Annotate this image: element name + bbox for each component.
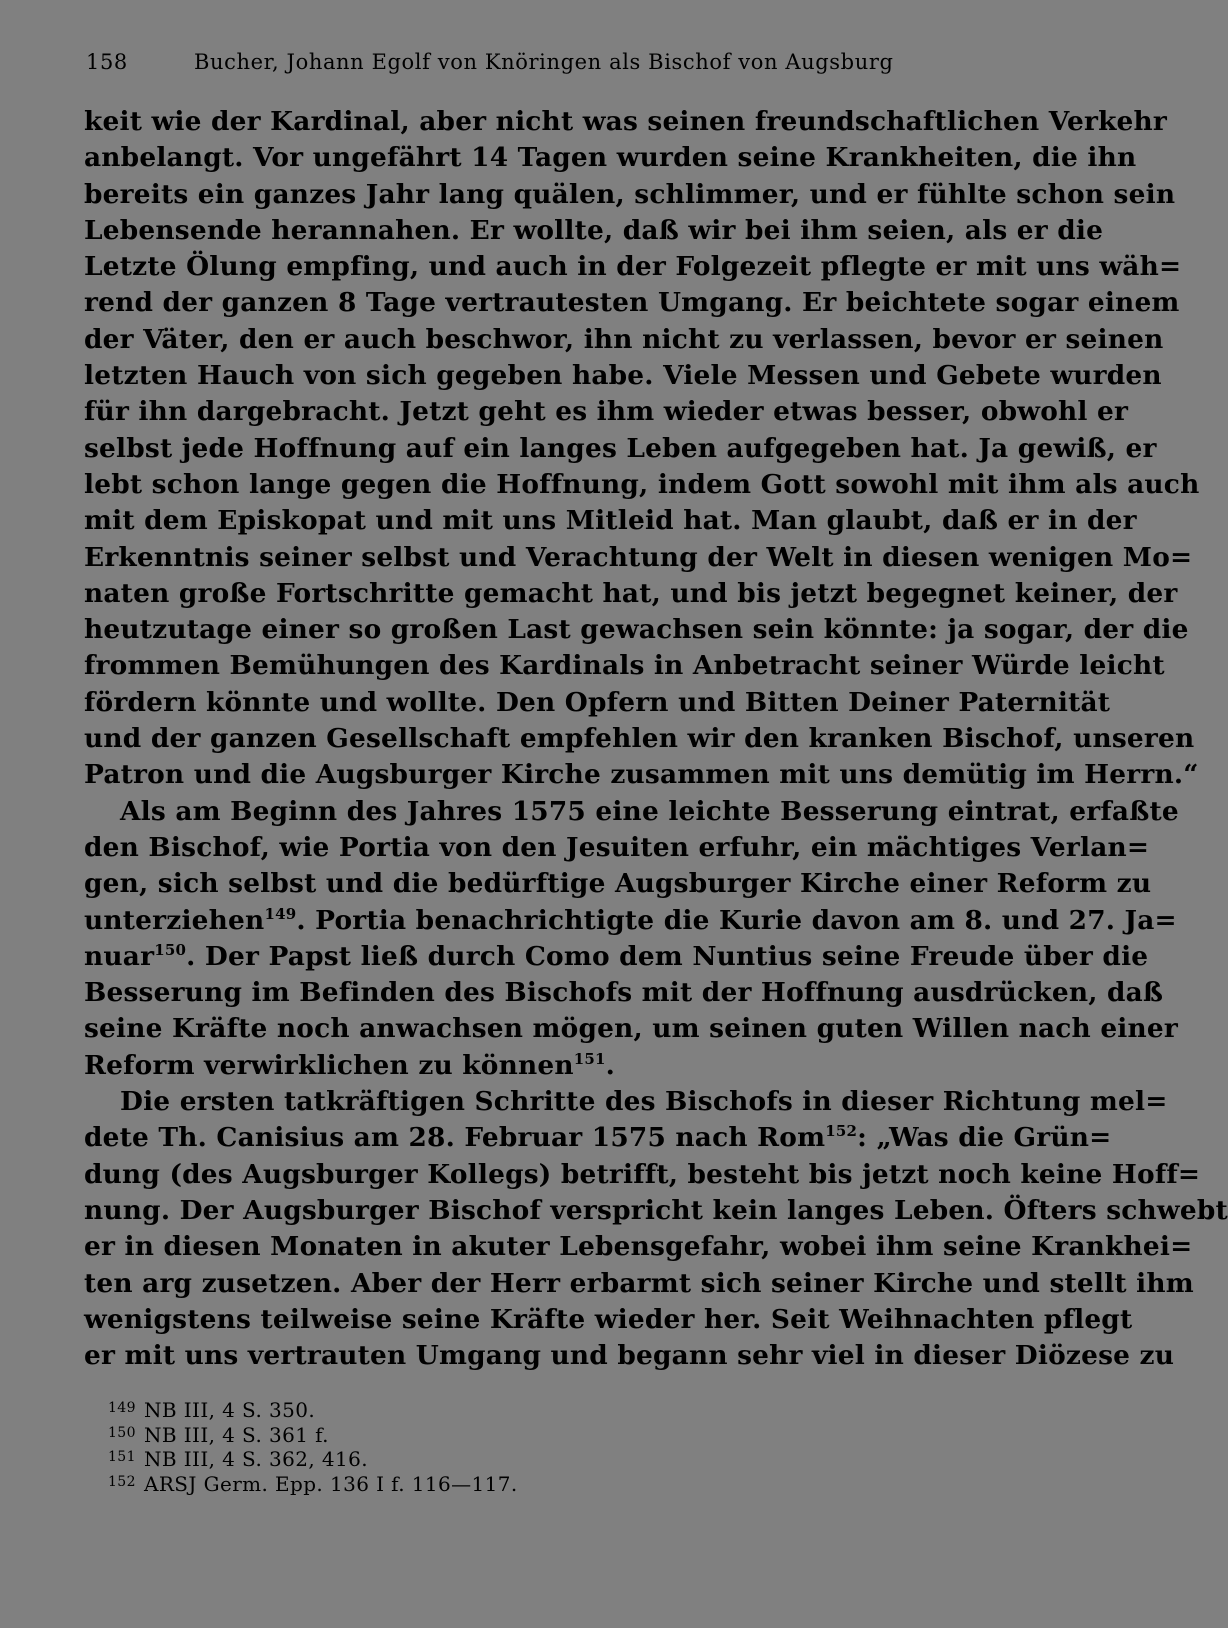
line-text: naten große Fortschritte gemacht hat, und bis jetzt begegnet keiner, der <box>84 577 1178 609</box>
line-text-tail: : „Was die Grün= <box>857 1122 1112 1154</box>
footnotes <box>108 1398 808 1496</box>
text-line <box>84 1266 1194 1302</box>
text-line <box>84 757 1199 793</box>
text-line <box>84 358 1162 394</box>
line-text: Patron und die Augsburger Kirche zusammen mit uns demütig im Herrn.“ <box>84 759 1199 791</box>
line-text-tail: . Portia benachrichtigte die Kurie davon am 8. und 27. Ja= <box>296 904 1177 936</box>
footnote-ref: 151 <box>573 1049 606 1068</box>
line-text: lebt schon lange gegen die Hoffnung, indem Gott sowohl mit ihm als auch <box>84 468 1200 500</box>
text-line <box>84 503 1137 539</box>
text-line <box>84 285 1180 321</box>
line-text: nung. Der Augsburger Bischof verspricht kein langes Leben. Öfters schwebt <box>84 1194 1228 1226</box>
footnote: 149 NB III, 4 S. 350. <box>108 1398 316 1422</box>
text-line <box>84 866 1152 902</box>
line-text: mit dem Episkopat und mit uns Mitleid hat. Man glaubt, daß er in der <box>84 505 1137 537</box>
line-text: er in diesen Monaten in akuter Lebensgefahr, wobei ihm seine Krankhei= <box>84 1231 1193 1263</box>
text-line <box>84 612 1189 648</box>
line-text: Reform verwirklichen zu können <box>84 1049 574 1081</box>
line-text: anbelangt. Vor ungefährt 14 Tagen wurden seine Krankheiten, die ihn <box>84 142 1137 174</box>
footnote-ref: 149 <box>264 904 297 923</box>
line-text: Als am Beginn des Jahres 1575 eine leichte Besserung eintrat, erfaßte <box>120 795 1179 827</box>
text-line <box>84 1048 956 1084</box>
line-text: ten arg zusetzen. Aber der Herr erbarmt sich seiner Kirche und stellt ihm <box>84 1267 1194 1299</box>
line-text: selbst jede Hoffnung auf ein langes Leben aufgegeben hat. Ja gewiß, er <box>84 432 1157 464</box>
line-text: Die ersten tatkräftigen Schritte des Bischofs in dieser Richtung mel= <box>120 1086 1168 1118</box>
body-text <box>84 104 1228 1374</box>
line-text: wenigstens teilweise seine Kräfte wieder her. Seit Weihnachten pflegt <box>84 1303 1133 1335</box>
line-text: gen, sich selbst und die bedürftige Augsburger Kirche einer Reform zu <box>84 868 1152 900</box>
footnote-text: NB III, 4 S. 362, 416. <box>144 1447 368 1471</box>
footnote-text: NB III, 4 S. 350. <box>144 1398 316 1422</box>
text-line <box>84 213 1104 249</box>
line-text: fördern könnte und wollte. Den Opfern und Bitten Deiner Paternität <box>84 686 1111 718</box>
text-line <box>84 177 1176 213</box>
line-text: dete Th. Canisius am 28. Februar 1575 nach Rom <box>84 1122 826 1154</box>
page-header <box>86 46 954 80</box>
line-text: für ihn dargebracht. Jetzt geht es ihm wieder etwas besser, obwohl er <box>84 396 1129 428</box>
text-line <box>84 903 1177 939</box>
text-line <box>84 721 1195 757</box>
text-line <box>84 685 1111 721</box>
text-line <box>84 322 1164 358</box>
footnote-ref: 152 <box>825 1122 858 1141</box>
text-line <box>84 249 1182 285</box>
text-line <box>84 939 1149 975</box>
line-text: Besserung im Befinden des Bischofs mit der Hoffnung ausdrücken, daß <box>84 977 1164 1009</box>
line-text: seine Kräfte noch anwachsen mögen, um seinen guten Willen nach einer <box>84 1013 1179 1045</box>
line-text: unterziehen <box>84 904 265 936</box>
text-line <box>84 576 1178 612</box>
text-line <box>84 1338 1175 1374</box>
footnote: 152 ARSJ Germ. Epp. 136 I f. 116—117. <box>108 1471 518 1496</box>
line-text: keit wie der Kardinal, aber nicht was seinen freundschaftlichen Verkehr <box>84 106 1168 137</box>
footnote-text: ARSJ Germ. Epp. 136 I f. 116—117. <box>144 1471 518 1496</box>
text-line <box>84 1302 1133 1338</box>
text-line <box>84 1157 1201 1193</box>
text-line <box>84 104 1168 140</box>
page-number: 158 <box>86 50 128 74</box>
text-line <box>84 1193 1228 1229</box>
text-line <box>84 467 1200 503</box>
line-text: den Bischof, wie Portia von den Jesuiten erfuhr, ein mächtiges Verlan= <box>84 831 1150 863</box>
line-text: Letzte Ölung empfing, und auch in der Folgezeit pflegte er mit uns wäh= <box>84 251 1182 283</box>
line-text: Lebensende herannahen. Er wollte, daß wir bei ihm seien, als er die <box>84 214 1104 246</box>
line-text-tail: . <box>605 1049 616 1081</box>
line-text: frommen Bemühungen des Kardinals in Anbetracht seiner Würde leicht <box>84 650 1165 682</box>
text-line <box>84 1229 1193 1265</box>
line-text: heutzutage einer so großen Last gewachsen sein könnte: ja sogar, der die <box>84 614 1189 646</box>
footnote-ref: 150 <box>154 940 187 959</box>
footnote: 151 NB III, 4 S. 362, 416. <box>108 1447 368 1471</box>
line-text: dung (des Augsburger Kollegs) betrifft, besteht bis jetzt noch keine Hoff= <box>84 1158 1201 1190</box>
text-line <box>84 431 1157 467</box>
line-text: und der ganzen Gesellschaft empfehlen wir den kranken Bischof, unseren <box>84 723 1195 755</box>
text-line <box>84 540 1193 576</box>
line-text-tail: . Der Papst ließ durch Como dem Nuntius seine Freude über die <box>186 940 1149 972</box>
footnote: 150 NB III, 4 S. 361 f. <box>108 1422 329 1447</box>
line-text: rend der ganzen 8 Tage vertrautesten Umgang. Er beichtete sogar einem <box>84 287 1180 319</box>
text-line <box>84 794 1179 830</box>
text-line <box>84 975 1164 1011</box>
text-line <box>84 1011 1179 1047</box>
line-text: letzten Hauch von sich gegeben habe. Viele Messen und Gebete wurden <box>84 360 1162 392</box>
text-line <box>84 394 1129 430</box>
line-text: Erkenntnis seiner selbst und Verachtung der Welt in diesen wenigen Mo= <box>84 541 1193 573</box>
line-text: er mit uns vertrauten Umgang und begann sehr viel in dieser Diözese zu <box>84 1340 1175 1372</box>
line-text: der Väter, den er auch beschwor, ihn nicht zu verlassen, bevor er seinen <box>84 323 1164 355</box>
text-line <box>84 830 1150 866</box>
text-line <box>84 140 1137 176</box>
running-title: Bucher, Johann Egolf von Knöringen als Bischof von Augsburg <box>194 50 894 74</box>
line-text: bereits ein ganzes Jahr lang quälen, schlimmer, und er fühlte schon sein <box>84 178 1176 210</box>
text-line <box>84 1120 1112 1156</box>
line-text: nuar <box>84 940 155 972</box>
footnote-text: NB III, 4 S. 361 f. <box>144 1422 329 1447</box>
text-line <box>84 1084 1168 1120</box>
text-line <box>84 648 1165 684</box>
